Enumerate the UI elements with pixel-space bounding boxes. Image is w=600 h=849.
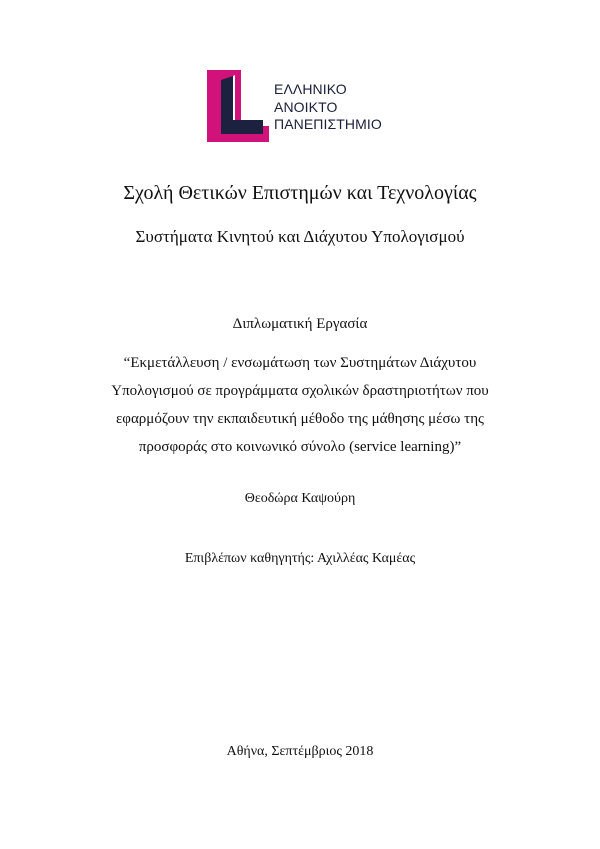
author-name: Θεοδώρα Καψούρη <box>244 491 356 506</box>
thesis-title-line: Υπολογισμού σε προγράμματα σχολικών δραστηριοτήτων που <box>111 383 489 399</box>
logo-mark-icon <box>207 70 269 142</box>
logo-line-2: ΑΝΟΙΚΤΟ <box>274 98 338 115</box>
school-name: Σχολή Θετικών Επιστημών και Τεχνολογίας <box>123 182 477 204</box>
place-date: Αθήνα, Σεπτέμβριος 2018 <box>226 744 374 759</box>
logo-line-3: ΠΑΝΕΠΙΣΤΗΜΙΟ <box>274 116 382 132</box>
logo-wordmark <box>274 81 382 134</box>
thesis-label: Διπλωματική Εργασία <box>232 316 368 332</box>
logo-line-1: ΕΛΛΗΝΙΚΟ <box>274 81 347 97</box>
supervisor-line: Επιβλέπων καθηγητής: Αχιλλέας Καμέας <box>184 551 416 566</box>
thesis-title <box>60 349 540 461</box>
program-name: Συστήματα Κινητού και Διάχυτου Υπολογισμού <box>135 227 465 246</box>
thesis-title-line: “Εκμετάλλευση / ενσωμάτωση των Συστημάτων Διάχυτου <box>123 355 477 371</box>
university-logo <box>207 70 397 142</box>
thesis-title-line: εφαρμόζουν την εκπαιδευτική μέθοδο της μάθησης μέσω της <box>115 411 484 427</box>
thesis-title-line: προσφοράς στο κοινωνικό σύνολο (service learning)” <box>138 439 462 455</box>
